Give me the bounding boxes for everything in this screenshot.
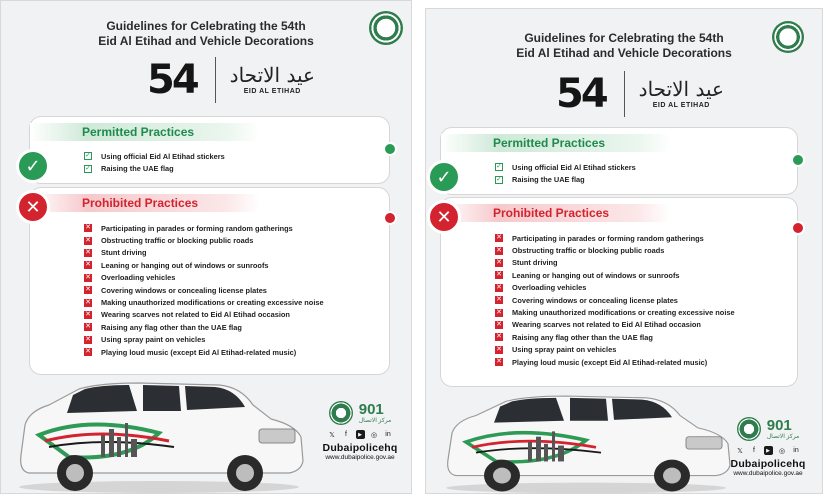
list-item-text: Using spray paint on vehicles [101, 335, 206, 345]
checkbox-icon: ✓ [496, 163, 502, 171]
list-item-text: Covering windows or concealing license plates [512, 295, 678, 305]
checkmark-icon: ✓ [16, 149, 50, 183]
list-item-text: Leaning or hanging out of windows or sunroofs [512, 270, 680, 280]
green-dot-icon [383, 142, 397, 156]
list-item-text: Wearing scarves not related to Eid Al Etihad occasion [512, 320, 701, 330]
list-item [495, 331, 787, 343]
hotline-arabic: مركز الاتصال [766, 434, 800, 440]
hotline-block [767, 418, 800, 440]
list-item-text: Leaning or hanging out of windows or sunroofs [101, 260, 269, 270]
logo-number: 54 [147, 57, 197, 103]
police-emblem-icon [329, 401, 353, 425]
hotline-block [359, 402, 392, 424]
x-box-icon: ✕ [85, 310, 91, 318]
dubai-police-seal-icon [369, 11, 403, 45]
list-item [84, 222, 379, 234]
list-item-text: Stunt driving [101, 248, 147, 258]
cross-icon: ✕ [427, 200, 461, 234]
list-item-text: Making unauthorized modifications or creating excessive noise [101, 298, 324, 308]
list-item-text: Overloading vehicles [512, 283, 587, 293]
x-box-icon: ✕ [85, 298, 91, 306]
decorated-suv-image [9, 375, 309, 494]
red-dot-icon [383, 211, 397, 225]
police-emblem-icon [737, 417, 761, 441]
x-box-icon: ✕ [496, 320, 502, 328]
x-icon[interactable]: 𝕏 [329, 431, 335, 439]
list-item [495, 269, 787, 281]
contact-footer [307, 401, 412, 461]
x-box-icon: ✕ [496, 258, 502, 266]
checkbox-icon: ✓ [85, 164, 91, 172]
list-item-text: Using official Eid Al Etihad stickers [101, 151, 225, 161]
list-item [495, 282, 787, 294]
logo-text [639, 79, 724, 109]
prohibited-practices-card [25, 187, 390, 375]
social-icons [736, 446, 801, 455]
logo-divider [215, 57, 216, 103]
social-handle[interactable]: Dubaipolicehq [730, 458, 806, 470]
x-box-icon: ✕ [85, 273, 91, 281]
list-item [84, 234, 379, 246]
list-item [84, 346, 379, 358]
list-item-text: Participating in parades or forming random gatherings [101, 223, 293, 233]
list-item [84, 296, 379, 308]
youtube-icon[interactable]: ▶ [764, 446, 773, 455]
website-link[interactable]: www.dubaipolice.gov.ae [325, 454, 395, 461]
hotline-number: 901 [358, 401, 384, 418]
logo-arabic-text: عيد الاتحاد [638, 77, 724, 101]
x-box-icon: ✕ [85, 248, 91, 256]
list-item-text: Participating in parades or forming random gatherings [512, 233, 704, 243]
title-line-1: Guidelines for Celebrating the 54th [106, 19, 306, 33]
x-box-icon: ✕ [496, 283, 502, 291]
linkedin-icon[interactable]: in [385, 431, 391, 438]
cross-icon: ✕ [16, 190, 50, 224]
prohibited-list [495, 232, 787, 368]
x-box-icon: ✕ [496, 345, 502, 353]
x-box-icon: ✕ [85, 236, 91, 244]
list-item [495, 294, 787, 306]
hotline-brand [737, 417, 800, 441]
list-item-text: Wearing scarves not related to Eid Al Etihad occasion [101, 310, 290, 320]
list-item [84, 309, 379, 321]
facebook-icon[interactable]: f [345, 431, 347, 438]
checkmark-icon: ✓ [427, 160, 461, 194]
list-item [84, 162, 379, 174]
poster-right [425, 8, 823, 494]
x-box-icon: ✕ [85, 261, 91, 269]
hotline-brand [329, 401, 392, 425]
x-box-icon: ✕ [496, 234, 502, 242]
list-item-text: Covering windows or concealing license plates [101, 285, 267, 295]
permitted-practices-card [25, 116, 390, 184]
permitted-heading: Permitted Practices [441, 134, 671, 152]
list-item [495, 306, 787, 318]
x-box-icon: ✕ [85, 323, 91, 331]
permitted-practices-card [436, 127, 798, 195]
instagram-icon[interactable]: ◎ [370, 431, 378, 439]
prohibited-heading: Prohibited Practices [441, 204, 671, 222]
list-item-text: Overloading vehicles [101, 273, 176, 283]
list-item-text: Raising the UAE flag [101, 164, 174, 174]
list-item [495, 173, 787, 185]
list-item [495, 161, 787, 173]
website-link[interactable]: www.dubaipolice.gov.ae [733, 470, 803, 477]
list-item-text: Using spray paint on vehicles [512, 345, 617, 355]
prohibited-heading: Prohibited Practices [30, 194, 260, 212]
contact-footer [716, 417, 820, 477]
x-box-icon: ✕ [85, 286, 91, 294]
social-handle[interactable]: Dubaipolicehq [322, 442, 398, 454]
decorated-suv-image [436, 389, 736, 494]
list-item-text: Raising any flag other than the UAE flag [101, 322, 242, 332]
permitted-list [84, 150, 379, 175]
facebook-icon[interactable]: f [753, 447, 755, 454]
list-item-text: Obstructing traffic or blocking public roads [101, 236, 254, 246]
list-item [84, 150, 379, 162]
list-item [495, 356, 787, 368]
x-box-icon: ✕ [496, 333, 502, 341]
logo-label: EID AL ETIHAD [243, 88, 301, 95]
list-item [84, 334, 379, 346]
list-item-text: Raising the UAE flag [512, 175, 585, 185]
x-box-icon: ✕ [496, 271, 502, 279]
list-item [495, 244, 787, 256]
x-box-icon: ✕ [496, 308, 502, 316]
checkbox-icon: ✓ [85, 152, 91, 160]
prohibited-list [84, 222, 379, 358]
logo-arabic-text: عيد الاتحاد [229, 63, 315, 87]
list-item [495, 344, 787, 356]
list-item [84, 321, 379, 333]
permitted-heading: Permitted Practices [30, 123, 260, 141]
checkbox-icon: ✓ [496, 175, 502, 183]
list-item-text: Using official Eid Al Etihad stickers [512, 162, 636, 172]
list-item-text: Obstructing traffic or blocking public roads [512, 246, 665, 256]
list-item-text: Playing loud music (except Eid Al Etihad-related music) [101, 347, 297, 357]
hotline-number: 901 [766, 417, 792, 434]
list-item [84, 284, 379, 296]
social-icons [328, 430, 393, 439]
list-item-text: Raising any flag other than the UAE flag [512, 332, 653, 342]
permitted-list [495, 161, 787, 186]
list-item [495, 232, 787, 244]
x-box-icon: ✕ [85, 348, 91, 356]
x-box-icon: ✕ [496, 296, 502, 304]
list-item-text: Stunt driving [512, 258, 558, 268]
eid-al-etihad-logo [556, 71, 724, 117]
poster-title [470, 31, 778, 61]
list-item [495, 257, 787, 269]
hotline-arabic: مركز الاتصال [358, 418, 392, 424]
list-item [84, 247, 379, 259]
poster-title [45, 19, 367, 49]
list-item [84, 259, 379, 271]
logo-number: 54 [556, 71, 606, 117]
instagram-icon[interactable]: ◎ [778, 447, 786, 455]
x-box-icon: ✕ [496, 246, 502, 254]
x-box-icon: ✕ [496, 358, 502, 366]
linkedin-icon[interactable]: in [793, 447, 799, 454]
title-line-2: Eid Al Etihad and Vehicle Decorations [98, 34, 314, 48]
list-item-text: Making unauthorized modifications or creating excessive noise [512, 308, 735, 318]
prohibited-practices-card [436, 197, 798, 387]
list-item-text: Playing loud music (except Eid Al Etihad-related music) [512, 357, 708, 367]
x-box-icon: ✕ [85, 335, 91, 343]
red-dot-icon [791, 221, 805, 235]
eid-al-etihad-logo [147, 57, 315, 103]
list-item [495, 319, 787, 331]
title-line-1: Guidelines for Celebrating the 54th [524, 31, 724, 45]
logo-label: EID AL ETIHAD [652, 102, 710, 109]
youtube-icon[interactable]: ▶ [356, 430, 365, 439]
logo-divider [624, 71, 625, 117]
list-item [84, 272, 379, 284]
green-dot-icon [791, 153, 805, 167]
x-box-icon: ✕ [85, 224, 91, 232]
x-icon[interactable]: 𝕏 [737, 447, 743, 455]
logo-text [230, 65, 315, 95]
title-line-2: Eid Al Etihad and Vehicle Decorations [516, 46, 732, 60]
